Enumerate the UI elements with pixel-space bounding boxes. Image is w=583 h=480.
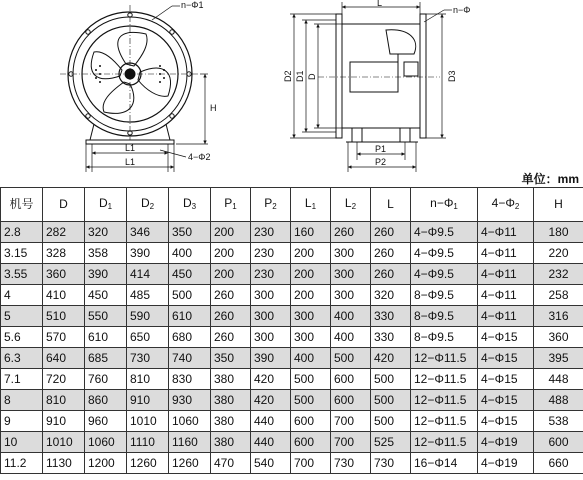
table-cell-l2: 400	[331, 327, 371, 348]
header-subscript: 2	[149, 201, 155, 211]
table-cell-p1: 380	[211, 411, 251, 432]
table-cell-d3: 400	[169, 243, 211, 264]
table-cell-l: 330	[371, 306, 411, 327]
table-cell-4-phi2: 4−Φ15	[478, 369, 534, 390]
table-cell-n-phi1: 12−Φ11.5	[411, 411, 478, 432]
table-cell-d3: 1160	[169, 432, 211, 453]
table-cell-h: 316	[534, 306, 583, 327]
table-cell-4-phi2: 4−Φ11	[478, 306, 534, 327]
table-cell-d1: 960	[85, 411, 127, 432]
side-d1-label: D1	[295, 70, 305, 82]
table-cell-l1: 300	[291, 327, 331, 348]
header-main-text: L	[344, 195, 352, 210]
header-p1	[211, 188, 251, 222]
table-cell-d2: 414	[127, 264, 169, 285]
header-main-text: D	[140, 195, 150, 210]
table-cell-l1: 700	[291, 453, 331, 474]
table-cell-d2: 1010	[127, 411, 169, 432]
header-main-text: D	[182, 195, 192, 210]
table-cell-l: 330	[371, 327, 411, 348]
table-cell-l: 260	[371, 222, 411, 243]
table-cell-l1: 300	[291, 306, 331, 327]
table-cell-4-phi2: 4−Φ19	[478, 453, 534, 474]
table-cell-p2: 230	[251, 243, 291, 264]
table-row	[1, 390, 583, 411]
table-body	[1, 222, 583, 474]
table-cell-d1: 610	[85, 327, 127, 348]
table-cell-l1: 400	[291, 348, 331, 369]
table-cell-p1: 350	[211, 348, 251, 369]
table-cell-h: 180	[534, 222, 583, 243]
header-l	[371, 188, 411, 222]
table-cell-d: 640	[43, 348, 85, 369]
table-cell-d1: 1200	[85, 453, 127, 474]
table-cell-d3: 1060	[169, 411, 211, 432]
table-cell-4-phi2: 4−Φ15	[478, 411, 534, 432]
table-cell-4-phi2: 4−Φ11	[478, 264, 534, 285]
header-p2	[251, 188, 291, 222]
table-row	[1, 222, 583, 243]
table-cell-d: 1130	[43, 453, 85, 474]
table-row	[1, 243, 583, 264]
side-p2-label: P2	[375, 157, 387, 167]
table-cell-p2: 440	[251, 432, 291, 453]
table-cell-p2: 540	[251, 453, 291, 474]
table-cell-d3: 740	[169, 348, 211, 369]
table-cell-d3: 450	[169, 264, 211, 285]
header-main-text: P	[264, 195, 273, 210]
table-cell-p2: 390	[251, 348, 291, 369]
header-main-text: L	[304, 195, 312, 210]
table-cell-p1: 260	[211, 327, 251, 348]
table-cell-l1: 200	[291, 264, 331, 285]
header-subscript: 2	[351, 201, 357, 211]
table-cell-n-phi1: 16−Φ14	[411, 453, 478, 474]
side-d3-label: D3	[447, 70, 457, 82]
table-cell-d3: 350	[169, 222, 211, 243]
dimension-table-wrap	[0, 187, 583, 480]
table-row	[1, 369, 583, 390]
front-l1b-label: L1	[125, 157, 136, 167]
table-cell-h: 232	[534, 264, 583, 285]
table-cell-l: 260	[371, 264, 411, 285]
table-cell-d2: 910	[127, 390, 169, 411]
table-cell-n-phi1: 8−Φ9.5	[411, 306, 478, 327]
header-d2	[127, 188, 169, 222]
fan-technical-drawing	[0, 0, 583, 180]
table-cell-machine-no: 10	[1, 432, 43, 453]
table-cell-l2: 700	[331, 411, 371, 432]
table-row	[1, 453, 583, 474]
table-cell-d1: 450	[85, 285, 127, 306]
table-cell-h: 395	[534, 348, 583, 369]
table-cell-p1: 200	[211, 264, 251, 285]
table-cell-machine-no: 5	[1, 306, 43, 327]
table-cell-d: 410	[43, 285, 85, 306]
side-d-label: D	[307, 73, 317, 80]
table-cell-machine-no: 9	[1, 411, 43, 432]
table-header-row	[1, 188, 583, 222]
table-cell-h: 258	[534, 285, 583, 306]
table-cell-p2: 230	[251, 264, 291, 285]
table-cell-h: 220	[534, 243, 583, 264]
table-cell-d: 510	[43, 306, 85, 327]
table-cell-d2: 730	[127, 348, 169, 369]
header-main-text: L	[387, 197, 394, 211]
table-cell-p1: 380	[211, 432, 251, 453]
table-cell-l: 500	[371, 369, 411, 390]
table-cell-4-phi2: 4−Φ15	[478, 348, 534, 369]
table-cell-d2: 590	[127, 306, 169, 327]
table-cell-n-phi1: 12−Φ11.5	[411, 390, 478, 411]
table-cell-d: 328	[43, 243, 85, 264]
table-cell-d3: 610	[169, 306, 211, 327]
table-cell-p1: 470	[211, 453, 251, 474]
table-cell-p2: 230	[251, 222, 291, 243]
table-cell-d: 1010	[43, 432, 85, 453]
table-cell-p2: 420	[251, 390, 291, 411]
front-phi2-label: 4−Φ2	[188, 152, 211, 162]
table-cell-p1: 200	[211, 243, 251, 264]
header-l1	[291, 188, 331, 222]
table-cell-l: 730	[371, 453, 411, 474]
header-subscript: 1	[453, 201, 458, 211]
table-cell-l: 525	[371, 432, 411, 453]
table-row	[1, 348, 583, 369]
table-cell-h: 600	[534, 432, 583, 453]
table-cell-p2: 300	[251, 285, 291, 306]
header-subscript: 1	[232, 201, 237, 211]
table-cell-l1: 200	[291, 243, 331, 264]
table-cell-l2: 400	[331, 306, 371, 327]
table-cell-n-phi1: 8−Φ9.5	[411, 285, 478, 306]
header-d1	[85, 188, 127, 222]
table-cell-h: 448	[534, 369, 583, 390]
table-cell-l2: 600	[331, 369, 371, 390]
table-cell-n-phi1: 12−Φ11.5	[411, 432, 478, 453]
table-cell-d1: 550	[85, 306, 127, 327]
table-cell-n-phi1: 8−Φ9.5	[411, 327, 478, 348]
table-cell-d1: 860	[85, 390, 127, 411]
table-row	[1, 285, 583, 306]
table-cell-n-phi1: 12−Φ11.5	[411, 369, 478, 390]
dimension-table	[0, 187, 583, 474]
table-cell-d: 570	[43, 327, 85, 348]
table-cell-machine-no: 7.1	[1, 369, 43, 390]
header-d3	[169, 188, 211, 222]
table-cell-h: 360	[534, 327, 583, 348]
side-nphi-label: n−Φ	[453, 5, 471, 15]
table-cell-d2: 650	[127, 327, 169, 348]
table-cell-4-phi2: 4−Φ15	[478, 327, 534, 348]
header-n-phi1	[411, 188, 478, 222]
table-cell-4-phi2: 4−Φ11	[478, 285, 534, 306]
table-cell-machine-no: 11.2	[1, 453, 43, 474]
table-cell-4-phi2: 4−Φ19	[478, 432, 534, 453]
table-cell-d3: 500	[169, 285, 211, 306]
table-cell-machine-no: 3.15	[1, 243, 43, 264]
table-cell-l2: 300	[331, 243, 371, 264]
header-main-text: 4−Φ	[491, 195, 515, 210]
table-cell-h: 660	[534, 453, 583, 474]
table-cell-d1: 760	[85, 369, 127, 390]
table-cell-4-phi2: 4−Φ15	[478, 390, 534, 411]
table-cell-p1: 200	[211, 222, 251, 243]
table-row	[1, 306, 583, 327]
table-cell-p1: 380	[211, 390, 251, 411]
header-l2	[331, 188, 371, 222]
front-l1-label: L1	[125, 143, 136, 153]
table-cell-d3: 830	[169, 369, 211, 390]
table-row	[1, 411, 583, 432]
header-h	[534, 188, 583, 222]
table-cell-machine-no: 3.55	[1, 264, 43, 285]
table-cell-l2: 730	[331, 453, 371, 474]
table-cell-l: 320	[371, 285, 411, 306]
table-cell-l: 420	[371, 348, 411, 369]
table-cell-l1: 500	[291, 390, 331, 411]
table-cell-machine-no: 4	[1, 285, 43, 306]
table-cell-p1: 260	[211, 306, 251, 327]
table-cell-d: 720	[43, 369, 85, 390]
side-l-label: L	[377, 0, 383, 8]
table-cell-l2: 300	[331, 264, 371, 285]
table-cell-d1: 320	[85, 222, 127, 243]
table-cell-l1: 600	[291, 411, 331, 432]
table-cell-l1: 500	[291, 369, 331, 390]
side-view	[290, 2, 452, 172]
table-cell-h: 538	[534, 411, 583, 432]
table-cell-n-phi1: 4−Φ9.5	[411, 222, 478, 243]
table-cell-p1: 260	[211, 285, 251, 306]
table-cell-p2: 420	[251, 369, 291, 390]
table-cell-l2: 700	[331, 432, 371, 453]
table-cell-d: 910	[43, 411, 85, 432]
table-cell-l1: 160	[291, 222, 331, 243]
header-subscript: 2	[272, 201, 277, 211]
table-cell-machine-no: 5.6	[1, 327, 43, 348]
table-cell-n-phi1: 4−Φ9.5	[411, 264, 478, 285]
table-cell-n-phi1: 12−Φ11.5	[411, 348, 478, 369]
header-d	[43, 188, 85, 222]
unit-label: 单位：mm	[521, 172, 579, 186]
table-cell-d: 282	[43, 222, 85, 243]
header-main-text: n−Φ	[430, 195, 454, 210]
table-cell-l: 500	[371, 411, 411, 432]
table-cell-d2: 390	[127, 243, 169, 264]
header-main-text: H	[554, 197, 563, 211]
table-cell-d1: 1060	[85, 432, 127, 453]
table-cell-h: 488	[534, 390, 583, 411]
table-cell-machine-no: 6.3	[1, 348, 43, 369]
table-cell-machine-no: 2.8	[1, 222, 43, 243]
table-cell-d: 810	[43, 390, 85, 411]
table-row	[1, 432, 583, 453]
table-cell-d3: 930	[169, 390, 211, 411]
table-cell-p2: 300	[251, 306, 291, 327]
table-cell-4-phi2: 4−Φ11	[478, 243, 534, 264]
table-cell-machine-no: 8	[1, 390, 43, 411]
header-subscript: 3	[191, 201, 197, 211]
table-cell-l1: 600	[291, 432, 331, 453]
table-cell-l: 260	[371, 243, 411, 264]
side-d2-label: D2	[283, 70, 293, 82]
header-subscript: 1	[311, 201, 317, 211]
table-cell-d1: 358	[85, 243, 127, 264]
table-cell-l1: 200	[291, 285, 331, 306]
header-main-text: D	[98, 195, 108, 210]
table-cell-l: 500	[371, 390, 411, 411]
table-cell-4-phi2: 4−Φ11	[478, 222, 534, 243]
table-cell-l2: 500	[331, 348, 371, 369]
table-cell-l2: 600	[331, 390, 371, 411]
table-cell-d3: 680	[169, 327, 211, 348]
header-4-phi2	[478, 188, 534, 222]
header-subscript: 2	[514, 201, 520, 211]
header-main-text: 机号	[9, 197, 34, 211]
unit-row	[0, 170, 583, 186]
table-cell-n-phi1: 4−Φ9.5	[411, 243, 478, 264]
front-h-label: H	[210, 103, 217, 113]
table-cell-l2: 260	[331, 222, 371, 243]
header-subscript: 1	[107, 201, 113, 211]
table-cell-p2: 300	[251, 327, 291, 348]
side-p1-label: P1	[375, 144, 387, 154]
table-row	[1, 327, 583, 348]
table-row	[1, 264, 583, 285]
table-cell-d1: 685	[85, 348, 127, 369]
table-cell-d2: 1110	[127, 432, 169, 453]
table-cell-l2: 300	[331, 285, 371, 306]
table-cell-d3: 1260	[169, 453, 211, 474]
table-cell-d1: 390	[85, 264, 127, 285]
header-main-text: D	[59, 197, 68, 211]
front-top-label: n−Φ1	[181, 0, 204, 10]
table-cell-d2: 1260	[127, 453, 169, 474]
table-cell-d2: 810	[127, 369, 169, 390]
table-cell-p2: 440	[251, 411, 291, 432]
table-cell-d: 360	[43, 264, 85, 285]
header-main-text: P	[224, 195, 233, 210]
table-cell-d2: 346	[127, 222, 169, 243]
header-machine-no	[1, 188, 43, 222]
table-cell-d2: 485	[127, 285, 169, 306]
table-cell-p1: 380	[211, 369, 251, 390]
